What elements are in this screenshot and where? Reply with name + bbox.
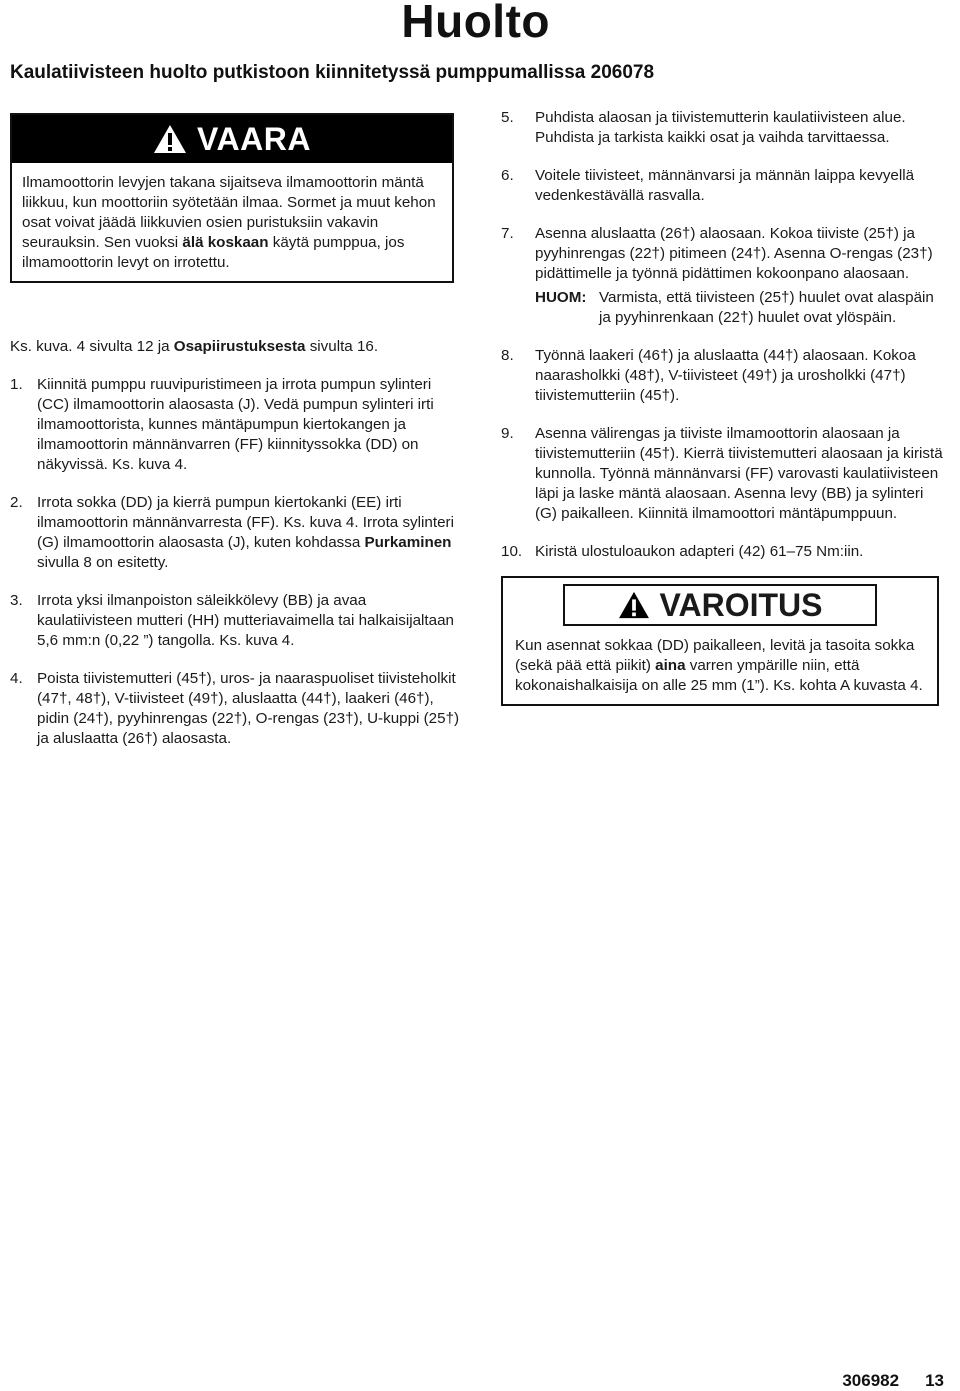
document-number: 306982 <box>842 1371 900 1390</box>
list-item <box>10 591 462 651</box>
note <box>501 288 949 328</box>
step-number: 9. <box>501 425 514 442</box>
reference-line <box>10 337 462 357</box>
right-steps-list <box>501 108 949 562</box>
danger-box <box>10 113 454 283</box>
list-item <box>501 424 949 524</box>
list-item <box>501 166 949 206</box>
list-item <box>10 493 462 573</box>
note-label: HUOM: <box>535 289 587 306</box>
step-text: Poista tiivistemutteri (45†), uros- ja naaraspuoliset tiivisteholkit (47†, 48†), V-tiivisteet (49†), aluslaatta (44†), laakeri (46†), pidin (24†), pyyhinrengas (22†), O-rengas (23†), U-kuppi (25†) ja aluslaatta (26†) alaosasta. <box>37 670 460 747</box>
step-number: 8. <box>501 347 514 364</box>
step-text-emphasis: Purkaminen <box>364 534 452 551</box>
step-text: Työnnä laakeri (46†) ja aluslaatta (44†) alaosaan. Kokoa naarasholkki (48†), V-tiivisteet (49†) ja urosholkki (47†) tiivistemutteriin (45†). <box>535 347 916 404</box>
list-item <box>10 375 462 475</box>
step-text <box>37 493 462 573</box>
step-text: Asenna aluslaatta (26†) alaosaan. Kokoa tiiviste (25†) ja pyyhinrengas (22†) pitimeen (24†). Asenna O-rengas (23†) pidättimelle ja työnnä pidättimen kokoonpano alaosaan. <box>535 225 933 282</box>
danger-text <box>12 163 452 281</box>
step-text: Asenna välirengas ja tiiviste ilmamoottorin alaosaan ja tiivistemutteriin (45†). Kierrä tiivistemutteri alaosaan ja kiristä kunnolla. Työnnä männänvarsi (FF) varovasti kaulatiivisteen läpi ja laske mäntä alaosaan. Asenna levy (BB) ja sylinteri (G) paikalleen. Kiinnitä ilmamoottori mäntäpumppuun. <box>535 425 943 522</box>
warning-box <box>501 576 939 706</box>
step-number: 1. <box>10 376 23 393</box>
page-footer <box>842 1371 944 1391</box>
warning-text <box>503 626 937 704</box>
page-number: 13 <box>925 1371 944 1390</box>
list-item <box>501 346 949 406</box>
step-text: Irrota yksi ilmanpoiston säleikkölevy (BB) ja avaa kaulatiivisteen mutteri (HH) mutteriavaimella tai halkaisijaltaan 5,6 mm:n (0,22 ”) tangolla. Ks. kuva 4. <box>37 592 454 649</box>
danger-label: VAARA <box>197 121 311 157</box>
reference-text: sivulta 16. <box>305 338 379 355</box>
warning-triangle-icon <box>618 591 650 619</box>
danger-text-emphasis: älä koskaan <box>182 234 269 251</box>
step-text-part: Irrota sokka (DD) ja kierrä pumpun kiertokanki (EE) irti ilmamoottorin männänvarresta (FF). Ks. kuva 4. Irrota sylinteri (G) ilmamoottorin alaosasta (J), kuten kohdassa <box>37 494 454 551</box>
note-text: Varmista, että tiivisteen (25†) huulet ovat alaspäin ja pyyhinrenkaan (22†) huulet ovat ylöspäin. <box>599 289 934 326</box>
step-text: Voitele tiivisteet, männänvarsi ja männän laippa kevyellä vedenkestävällä rasvalla. <box>535 167 915 204</box>
page-title: Huolto <box>401 0 550 47</box>
step-number: 6. <box>501 167 514 184</box>
step-text-part: sivulla 8 on esitetty. <box>37 554 169 571</box>
step-number: 3. <box>10 592 23 609</box>
warning-text-emphasis: aina <box>655 657 686 674</box>
warning-triangle-icon <box>153 124 187 154</box>
step-number: 5. <box>501 109 514 126</box>
list-item <box>501 542 949 562</box>
step-text: Kiinnitä pumppu ruuvipuristimeen ja irrota pumpun sylinteri (CC) ilmamoottorin alaosasta (J). Vedä pumpun sylinteri irti ilmamoottorista, kunnes mäntäpumpun kiertokangen ja ilmamoottorin männänvarren (FF) kiinnityssokka (DD) on näkyvissä. Ks. kuva 4. <box>37 376 434 473</box>
danger-header <box>12 115 452 163</box>
list-item <box>10 669 462 749</box>
right-column <box>501 108 949 706</box>
danger-text-part: käytä pumppua, jos ilmamoottorin levyt on irrotettu. <box>22 234 405 271</box>
step-number: 10. <box>501 543 523 560</box>
warning-label: VAROITUS <box>659 587 823 623</box>
list-item <box>501 224 949 284</box>
step-text: Kiristä ulostuloaukon adapteri (42) 61–75 Nm:iin. <box>535 543 864 560</box>
step-text: Puhdista alaosan ja tiivistemutterin kaulatiivisteen alue. Puhdista ja tarkista kaikki osat ja vaihda tarvittaessa. <box>535 109 906 146</box>
danger-text-part: Ilmamoottorin levyjen takana sijaitseva ilmamoottorin mäntä liikkuu, kun moottoriin syötetään ilmaa. Sormet ja muut kehon osat voivat jäädä liikkuvien osien puristuksiin vakavin seurauksin. Sen vuoksi <box>22 174 436 251</box>
reference-text: Ks. kuva. 4 sivulta 12 ja <box>10 338 174 355</box>
list-item <box>501 108 949 148</box>
step-number: 2. <box>10 494 23 511</box>
warning-text-part: Kun asennat sokkaa (DD) paikalleen, levitä ja tasoita sokka (sekä pää että piikit) <box>515 637 915 674</box>
left-steps-list <box>10 375 462 749</box>
step-number: 7. <box>501 225 514 242</box>
reference-link-text: Osapiirustuksesta <box>173 338 306 355</box>
left-column <box>10 113 462 749</box>
warning-header <box>563 584 877 626</box>
warning-text-part: varren ympärille niin, että kokonaishalkaisija on alle 25 mm (1”). Ks. kohta A kuvasta 4. <box>515 657 923 694</box>
step-number: 4. <box>10 670 23 687</box>
section-title: Kaulatiivisteen huolto putkistoon kiinnitetyssä pumppumallissa 206078 <box>10 62 655 83</box>
